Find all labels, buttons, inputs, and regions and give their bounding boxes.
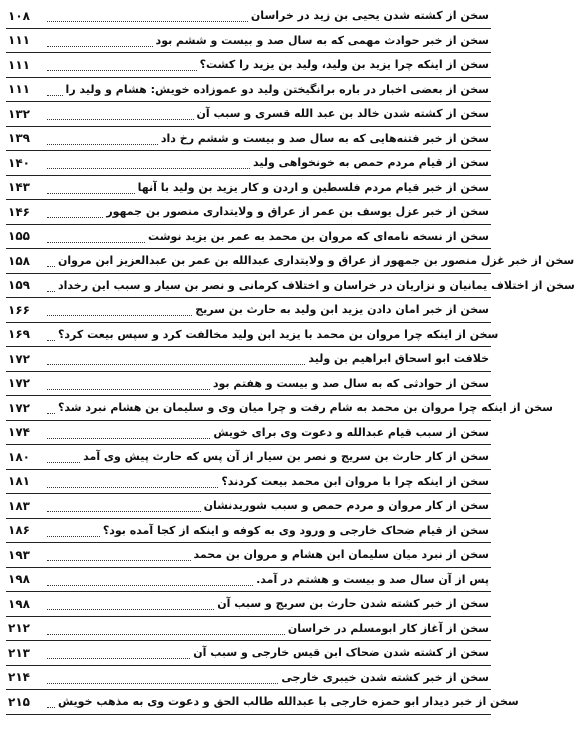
toc-page-number: ۱۵۹ xyxy=(8,278,30,293)
toc-row xyxy=(6,421,491,446)
toc-entry-title: سخن از کشته شدن خالد بن عبد الله قسری و سبب آن xyxy=(196,107,489,121)
toc-page-number: ۱۹۸ xyxy=(8,572,30,587)
dot-leader xyxy=(47,377,210,390)
dot-leader xyxy=(47,401,55,414)
dot-leader xyxy=(47,107,194,120)
toc-entry-title: سخن از کار حارث بن سریج و نصر بن سیار از آن پس که حارث پیش وی آمد xyxy=(83,450,489,464)
toc-page-number: ۱۹۸ xyxy=(8,596,30,611)
dot-leader xyxy=(47,303,192,316)
toc-entry-title: سخن از خبر کشته شدن خیبری خارجی xyxy=(281,670,489,684)
toc-entry-title: سخن از خبر دیدار ابو حمزه خارجی با عبدالله طالب الحق و دعوت وی به مذهب خویش xyxy=(58,695,519,709)
toc-page-number: ۱۴۶ xyxy=(8,204,30,219)
toc-entry-title: سخن از خبر حوادث مهمی که به سال صد و بیست و ششم بود xyxy=(155,33,489,47)
toc-page-number: ۱۴۰ xyxy=(8,155,30,170)
toc-row xyxy=(6,200,491,225)
toc-entry-title: سخن از حوادثی که به سال صد و بیست و هفتم بود xyxy=(212,376,489,390)
dot-leader xyxy=(47,450,80,463)
toc-entry-title: سخن از اینکه چرا مروان بن محمد با یزید ابن ولید مخالفت کرد و سپس بیعت کرد؟ xyxy=(58,327,499,341)
dot-leader xyxy=(47,499,201,512)
dot-leader xyxy=(47,205,103,218)
toc-row xyxy=(6,249,575,274)
dot-leader xyxy=(47,181,135,194)
toc-entry-title: پس از آن سال صد و بیست و هشتم در آمد. xyxy=(256,572,489,586)
toc-entry-title: سخن از اینکه چرا مروان بن محمد به شام رفت و چرا میان وی و سلیمان بن هشام نبرد شد؟ xyxy=(58,401,553,415)
toc-row xyxy=(6,127,491,152)
toc-row xyxy=(6,690,519,715)
toc-entry-title: سخن از قیام مردم حمص به خونخواهی ولید xyxy=(252,156,489,170)
dot-leader xyxy=(47,671,278,684)
toc-page-number: ۱۰۸ xyxy=(8,8,30,23)
toc-row xyxy=(6,53,491,78)
dot-leader xyxy=(47,622,285,635)
toc-entry-title: سخن از سبب قیام عبدالله و دعوت وی برای خویش xyxy=(213,425,489,439)
toc-page-number: ۱۷۴ xyxy=(8,425,30,440)
toc-row xyxy=(6,225,491,250)
toc-entry-title: سخن از قیام ضحاک خارجی و ورود وی به کوفه و اینکه از کجا آمده بود؟ xyxy=(102,523,489,537)
dot-leader xyxy=(47,230,145,243)
toc-row xyxy=(6,29,491,54)
dot-leader xyxy=(47,9,248,22)
dot-leader xyxy=(47,58,197,71)
toc-row xyxy=(6,543,491,568)
toc-page-number: ۱۴۳ xyxy=(8,180,30,195)
toc-entry-title: سخن از خبر فتنه‌هایی که به سال صد و بیست و ششم رخ داد xyxy=(160,131,489,145)
toc-entry-title: سخن از خبر غزل منصور بن جمهور از عراق و ولایتداری عبدالله بن عمر بن عبدالعزیز ابن مروان xyxy=(58,254,575,268)
toc-row xyxy=(6,4,491,29)
toc-entry-title: سخن از اختلاف یمانیان و نزاریان در خراسان و اختلاف کرمانی و نصر بن سیار و سبب این رخداد xyxy=(58,278,575,292)
toc-entry-title: سخن از خبر کشته شدن حارث بن سریج و سبب آن xyxy=(217,597,489,611)
toc-row xyxy=(6,494,491,519)
toc-page-number: ۱۱۱ xyxy=(8,82,30,97)
toc-page-number: ۲۱۴ xyxy=(8,670,30,685)
toc-page-number: ۱۹۳ xyxy=(8,547,30,562)
toc-page-number: ۱۵۸ xyxy=(8,253,30,268)
toc-row xyxy=(6,666,491,691)
toc-page-number: ۲۱۵ xyxy=(8,694,30,709)
toc-entry-title: سخن از کشته شدن یحیی بن زید در خراسان xyxy=(250,9,489,23)
toc-entry-title: سخن از آغاز کار ابومسلم در خراسان xyxy=(287,621,489,635)
toc-row xyxy=(6,372,491,397)
toc-entry-title: سخن از اینکه چرا یزید بن ولید، ولید بن یزید را کشت؟ xyxy=(199,58,489,72)
dot-leader xyxy=(47,426,210,439)
dot-leader xyxy=(47,132,158,145)
dot-leader xyxy=(47,83,63,96)
toc-entry-title: سخن از خبر عزل یوسف بن عمر از عراق و ولایتداری منصور بن جمهور xyxy=(106,205,489,219)
toc-page-number: ۲۱۳ xyxy=(8,645,30,660)
toc-row xyxy=(6,445,491,470)
toc-row xyxy=(6,396,553,421)
toc-entry-title: خلافت ابو اسحاق ابراهیم بن ولید xyxy=(308,352,489,366)
toc-entry-title: سخن از کشته شدن ضحاک ابن قیس خارجی و سبب آن xyxy=(193,646,489,660)
toc-page-number: ۱۶۶ xyxy=(8,302,30,317)
toc-entry-title: سخن از خبر امان دادن یزید ابن ولید به حارث بن سریج xyxy=(195,303,489,317)
dot-leader xyxy=(47,156,250,169)
toc-page-number: ۱۸۱ xyxy=(8,474,30,489)
dot-leader xyxy=(47,524,100,537)
toc-row xyxy=(6,323,499,348)
dot-leader xyxy=(47,597,214,610)
toc-entry-title: سخن از اینکه چرا با مروان ابن محمد بیعت کردند؟ xyxy=(221,474,489,488)
dot-leader xyxy=(47,254,55,267)
dot-leader xyxy=(47,328,55,341)
toc-page-number: ۱۷۲ xyxy=(8,376,30,391)
toc-row xyxy=(6,102,491,127)
toc-page-number: ۱۳۹ xyxy=(8,131,30,146)
toc-page-number: ۱۸۶ xyxy=(8,523,30,538)
toc-page-number: ۱۵۵ xyxy=(8,229,30,244)
toc-page-number: ۱۱۱ xyxy=(8,33,30,48)
toc-row xyxy=(6,470,491,495)
toc-row xyxy=(6,298,491,323)
toc-row xyxy=(6,592,491,617)
dot-leader xyxy=(47,475,218,488)
toc-page-number: ۱۶۹ xyxy=(8,327,30,342)
toc-row xyxy=(6,274,575,299)
toc-page-number: ۱۷۲ xyxy=(8,400,30,415)
dot-leader xyxy=(47,646,190,659)
toc-entry-title: سخن از بعضی اخبار در باره برانگیختن ولید دو عموزاده خویش: هشام و ولید را xyxy=(65,82,489,96)
toc-row xyxy=(6,78,491,103)
dot-leader xyxy=(47,548,191,561)
toc-entry-title: سخن از نبرد میان سلیمان ابن هشام و مروان بن محمد xyxy=(193,548,489,562)
toc-row xyxy=(6,617,491,642)
toc-row xyxy=(6,519,491,544)
toc-page-number: ۱۳۲ xyxy=(8,106,30,121)
toc-page-number: ۱۱۱ xyxy=(8,57,30,72)
toc-page-number: ۲۱۲ xyxy=(8,621,30,636)
toc-row xyxy=(6,568,491,593)
toc-page-number: ۱۸۳ xyxy=(8,498,30,513)
dot-leader xyxy=(47,352,305,365)
dot-leader xyxy=(47,573,253,586)
toc-row xyxy=(6,176,491,201)
dot-leader xyxy=(47,34,153,47)
toc-row xyxy=(6,641,491,666)
toc-page-number: ۱۷۲ xyxy=(8,351,30,366)
dot-leader xyxy=(47,279,55,292)
toc-row xyxy=(6,347,491,372)
dot-leader xyxy=(47,695,55,708)
toc-entry-title: سخن از خبر قیام مردم فلسطین و اردن و کار یزید بن ولید با آنها xyxy=(137,180,489,194)
toc-entry-title: سخن از کار مروان و مردم حمص و سبب شوریدنشان xyxy=(203,499,489,513)
toc-row xyxy=(6,151,491,176)
toc-page-number: ۱۸۰ xyxy=(8,449,30,464)
table-of-contents xyxy=(6,4,575,715)
toc-entry-title: سخن از نسخه نامه‌ای که مروان بن محمد به عمر بن یزید نوشت xyxy=(148,229,489,243)
